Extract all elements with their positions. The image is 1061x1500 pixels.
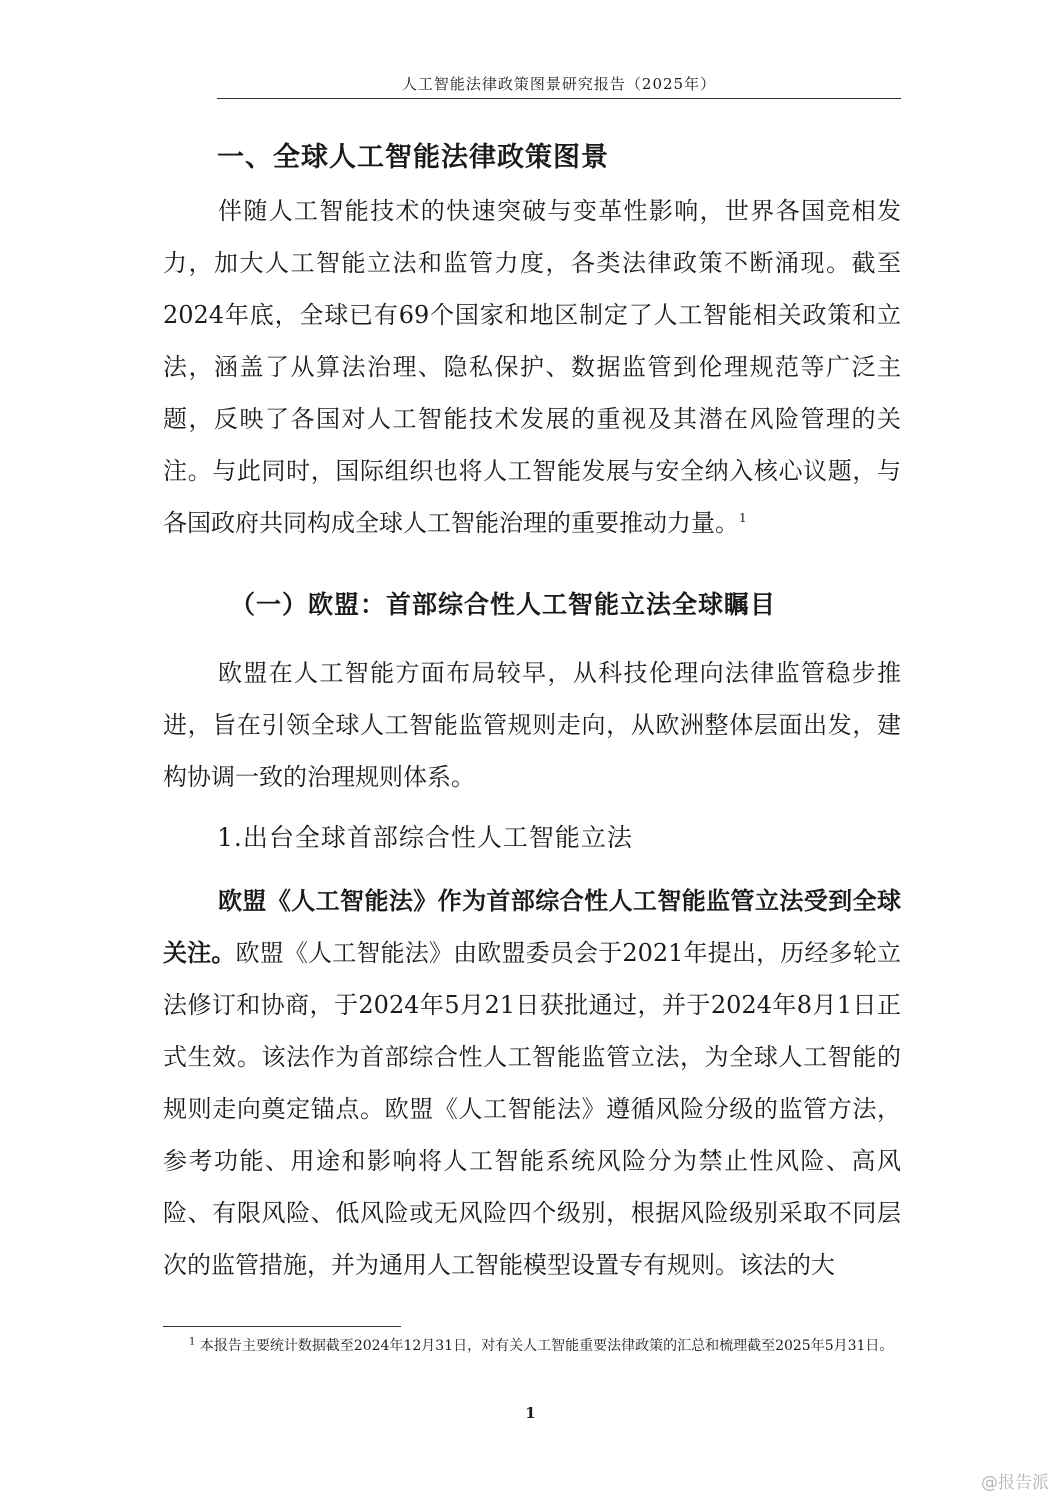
watermark: @报告派 [981, 1473, 1049, 1493]
page-number: 1 [525, 1404, 536, 1422]
paragraph-text: 伴随人工智能技术的快速突破与变革性影响，世界各国竞相发力，加大人工智能立法和监管力度，各类法律政策不断涌现。截至2024年底，全球已有69个国家和地区制定了人工智能相关政策和立法，涵盖了从算法治理、隐私保护、数据监管到伦理规范等广泛主题，反映了各国对人工智能技术发展的重视及其潜在风险管理的关注。与此同时，国际组织也将人工智能发展与安全纳入核心议题，与各国政府共同构成全球人工智能治理的重要推动力量。 [163, 197, 901, 537]
paragraph-eu-ai-act [163, 875, 901, 1291]
footnote-reference[interactable]: 1 [739, 511, 747, 525]
paragraph-global-overview [163, 185, 901, 549]
footnote [163, 1334, 901, 1358]
paragraph-text: 欧盟《人工智能法》由欧盟委员会于2021年提出，历经多轮立法修订和协商，于2024年5月21日获批通过，并于2024年8月1日正式生效。该法作为首部综合性人工智能监管立法，为全球人工智能的规则走向奠定锚点。欧盟《人工智能法》遵循风险分级的监管方法，参考功能、用途和影响将人工智能系统风险分为禁止性风险、高风险、有限风险、低风险或无风险四个级别，根据风险级别采取不同层次的监管措施，并为通用人工智能模型设置专有规则。该法的大 [163, 939, 902, 1279]
paragraph-eu-intro: 欧盟在人工智能方面布局较早，从科技伦理向法律监管稳步推进，旨在引领全球人工智能监管规则走向，从欧洲整体层面出发，建构协调一致的治理规则体系。 [163, 659, 901, 791]
running-header: 人工智能法律政策图景研究报告（2025年） [401, 75, 717, 93]
subsubsection-heading: 1.出台全球首部综合性人工智能立法 [217, 823, 633, 852]
footnote-text: 本报告主要统计数据截至2024年12月31日，对有关人工智能重要法律政策的汇总和梳理截至2025年5月31日。 [199, 1338, 894, 1354]
footnote-number: 1 [189, 1336, 196, 1348]
paragraph-lead-sentence: 欧盟《人工智能法》作为首部综合性人工智能监管立法受到全球关注。 [163, 887, 901, 967]
footnote-divider [163, 1326, 401, 1327]
subsection-heading: （一）欧盟：首部综合性人工智能立法全球瞩目 [230, 590, 777, 619]
header-divider [217, 98, 901, 99]
section-heading: 一、全球人工智能法律政策图景 [217, 142, 609, 173]
